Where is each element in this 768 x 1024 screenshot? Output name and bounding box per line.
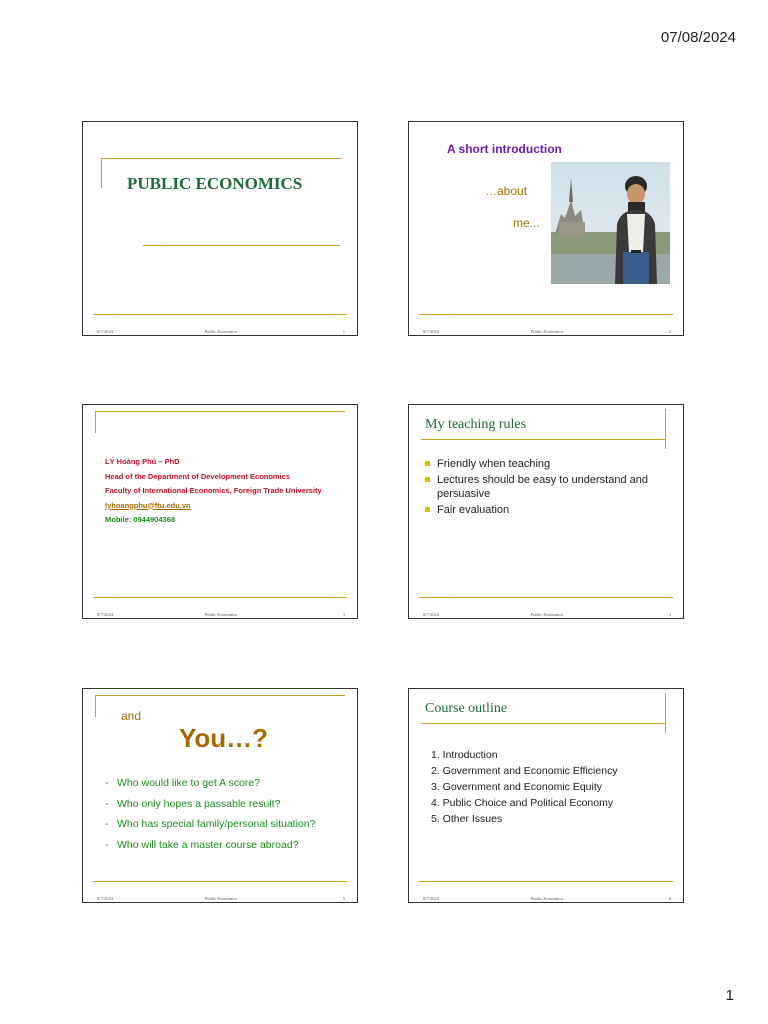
footer-text: Public Economics bbox=[530, 896, 564, 901]
footer-line bbox=[419, 314, 673, 315]
list-item: - Who only hopes a passable result? bbox=[105, 797, 281, 810]
list-item: 4. Public Choice and Political Economy bbox=[431, 797, 614, 809]
accent-line bbox=[421, 723, 665, 724]
you-heading: You…? bbox=[179, 723, 269, 753]
footer-line bbox=[419, 881, 673, 882]
slide-title: My teaching rules bbox=[425, 417, 527, 432]
footer-number: 3 bbox=[342, 612, 345, 617]
slide-title: Course outline bbox=[425, 701, 508, 716]
page-number: 1 bbox=[725, 987, 734, 1004]
footer-text: Public Economics bbox=[204, 329, 238, 334]
accent-bar bbox=[665, 693, 666, 733]
list-item: 2. Government and Economic Efficiency bbox=[431, 765, 618, 777]
footer-line bbox=[93, 881, 347, 882]
accent-line bbox=[421, 439, 665, 440]
footer-date: 8/7/2024 bbox=[97, 612, 114, 617]
list-item: 1. Introduction bbox=[431, 749, 498, 761]
slide-4 bbox=[408, 404, 684, 619]
and-text: and bbox=[121, 709, 142, 723]
list-item: 3. Government and Economic Equity bbox=[431, 781, 603, 793]
accent-bar bbox=[665, 409, 666, 449]
footer-number: 1 bbox=[342, 329, 345, 334]
footer-date: 8/7/2024 bbox=[97, 329, 114, 334]
contact-name: LÝ Hoàng Phú – PhD bbox=[105, 457, 180, 466]
bullet-icon bbox=[425, 477, 430, 482]
footer-line bbox=[419, 597, 673, 598]
contact-faculty: Faculty of International Economics, Foreign Trade University bbox=[105, 486, 322, 495]
accent-bar bbox=[95, 411, 96, 433]
accent-bar bbox=[101, 158, 102, 188]
slide-3 bbox=[82, 404, 358, 619]
bullet-icon bbox=[425, 461, 430, 466]
list-item: - Who has special family/personal situation? bbox=[105, 818, 316, 830]
list-item: Friendly when teaching bbox=[425, 457, 673, 471]
footer-text: Public Economics bbox=[530, 329, 564, 334]
accent-line bbox=[101, 158, 341, 159]
contact-position: Head of the Department of Development Economics bbox=[105, 471, 291, 481]
accent-line bbox=[95, 695, 345, 696]
footer-text: Public Economics bbox=[204, 896, 238, 901]
slide-title: PUBLIC ECONOMICS bbox=[127, 174, 303, 193]
contact-info bbox=[105, 455, 322, 528]
outline-list bbox=[431, 747, 618, 827]
slide-6 bbox=[408, 688, 684, 903]
footer-date: 8/7/2024 bbox=[423, 329, 440, 334]
accent-line bbox=[143, 245, 340, 246]
list-item: Fair evaluation bbox=[425, 503, 673, 517]
about-text: …about bbox=[485, 184, 528, 198]
list-item: 5. Other Issues bbox=[431, 813, 503, 825]
slide-5 bbox=[82, 688, 358, 903]
footer-line bbox=[93, 597, 347, 598]
footer-number: 2 bbox=[668, 329, 671, 334]
bullet-list bbox=[425, 457, 673, 519]
footer-date: 8/7/2024 bbox=[423, 896, 440, 901]
contact-mobile: Mobile: 0944904368 bbox=[105, 515, 176, 524]
question-list bbox=[105, 773, 315, 855]
me-text: me... bbox=[513, 216, 540, 230]
portrait-image bbox=[551, 162, 670, 284]
footer-text: Public Economics bbox=[530, 612, 564, 617]
footer-date: 8/7/2024 bbox=[97, 896, 114, 901]
footer-number: 6 bbox=[668, 896, 671, 901]
list-item: - Who will take a master course abroad? bbox=[105, 838, 299, 851]
accent-bar bbox=[95, 695, 96, 717]
list-item: - Who would like to get A score? bbox=[105, 777, 260, 789]
page-date: 07/08/2024 bbox=[660, 29, 736, 46]
slide-2 bbox=[408, 121, 684, 336]
accent-line bbox=[95, 411, 345, 412]
slide-title: A short introduction bbox=[447, 142, 562, 156]
slide-1 bbox=[82, 121, 358, 336]
bullet-icon bbox=[425, 507, 430, 512]
footer-number: 4 bbox=[668, 612, 671, 617]
portrait-photo bbox=[551, 162, 670, 284]
footer-text: Public Economics bbox=[204, 612, 238, 617]
footer-number: 5 bbox=[342, 896, 345, 901]
footer-date: 8/7/2024 bbox=[423, 612, 440, 617]
email-link[interactable]: lyhoangphu@ftu.edu.vn bbox=[105, 500, 191, 510]
footer-line bbox=[93, 314, 347, 315]
list-item: Lectures should be easy to understand and persuasive bbox=[425, 473, 673, 501]
